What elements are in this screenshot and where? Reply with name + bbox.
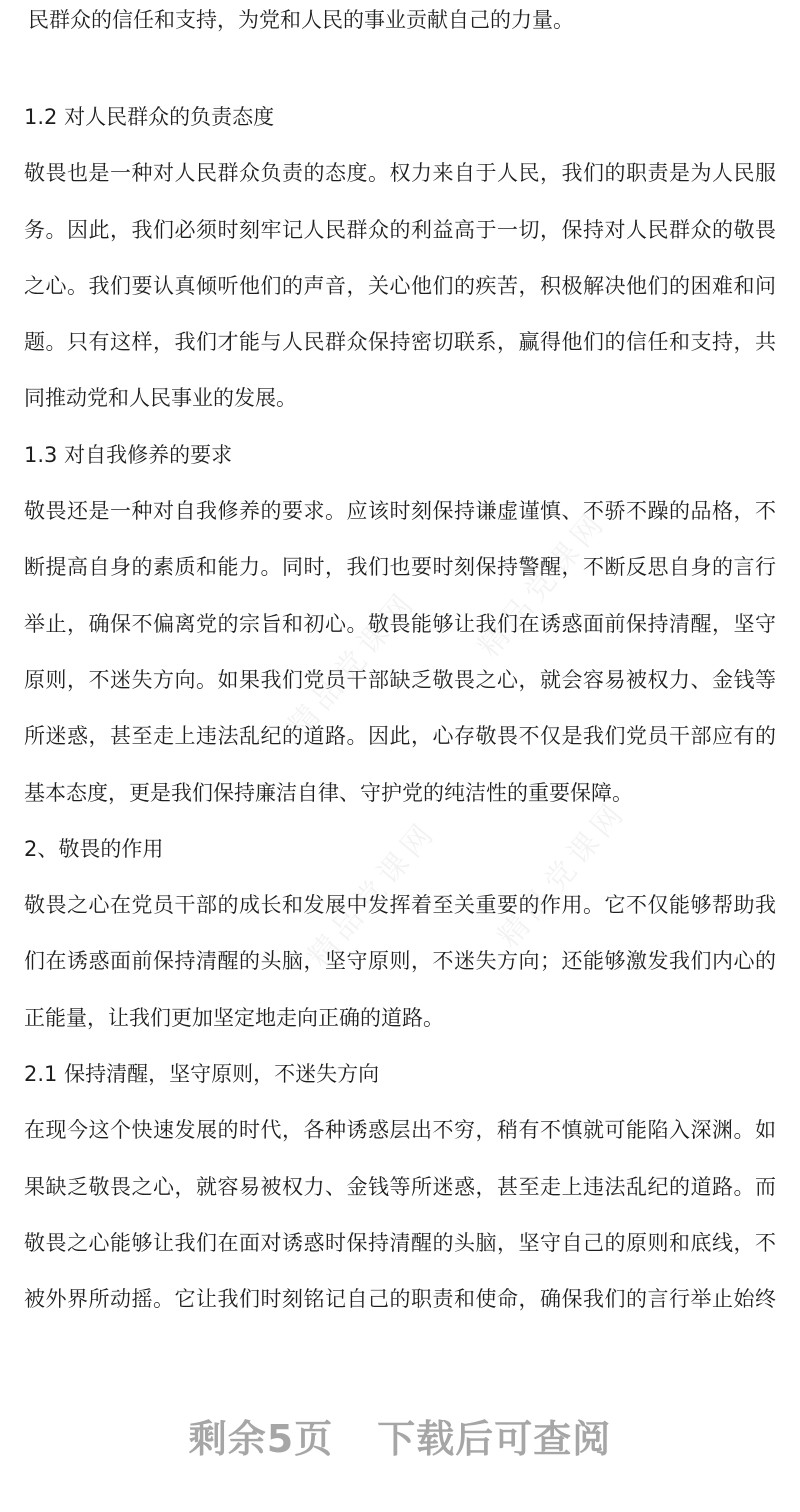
paragraph-line: 敬畏之心能够让我们在面对诱惑时保持清醒的头脑，坚守自己的原则和底线，不 (24, 1230, 776, 1255)
continued-paragraph-line: 民群众的信任和支持，为党和人民的事业贡献自己的力量。 (28, 8, 574, 32)
watermark: 精品党课网 (491, 794, 634, 955)
paragraph-line: 务。因此，我们必须时刻牢记人民群众的利益高于一切，保持对人民群众的敬畏 (24, 217, 776, 242)
paragraph-line: 断提高自身的素质和能力。同时，我们也要时刻保持警醒，不断反思自身的言行 (24, 555, 776, 580)
paragraph-line: 正能量，让我们更加坚定地走向正确的道路。 (24, 1005, 444, 1030)
remaining-pages-text: 剩余5页 (188, 1417, 334, 1461)
paragraph-line: 果缺乏敬畏之心，就容易被权力、金钱等所迷惑，甚至走上违法乱纪的道路。而 (24, 1174, 776, 1199)
paragraph-line: 基本态度，更是我们保持廉洁自律、守护党的纯洁性的重要保障。 (24, 780, 633, 805)
section-heading: 1.3 对自我修养的要求 (24, 442, 233, 467)
paragraph-line: 敬畏还是一种对自我修养的要求。应该时刻保持谦虚谨慎、不骄不躁的品格，不 (24, 499, 776, 524)
paragraph-line: 举止，确保不偏离党的宗旨和初心。敬畏能够让我们在诱惑面前保持清醒，坚守 (24, 611, 776, 636)
paragraph-line: 在现今这个快速发展的时代，各种诱惑层出不穷，稍有不慎就可能陷入深渊。如 (24, 1118, 776, 1143)
watermark: 精品党课网 (281, 584, 424, 745)
paragraph-line: 被外界所动摇。它让我们时刻铭记自己的职责和使命，确保我们的言行举止始终 (24, 1287, 776, 1312)
paragraph-line: 所迷惑，甚至走上违法乱纪的道路。因此，心存敬畏不仅是我们党员干部应有的 (24, 724, 776, 749)
paragraph-line: 同推动党和人民事业的发展。 (24, 386, 297, 411)
download-prompt[interactable] (0, 1408, 800, 1463)
paragraph-line: 题。只有这样，我们才能与人民群众保持密切联系，赢得他们的信任和支持，共 (24, 330, 776, 355)
paragraph-line: 原则，不迷失方向。如果我们党员干部缺乏敬畏之心，就会容易被权力、金钱等 (24, 667, 776, 692)
paragraph-line: 们在诱惑面前保持清醒的头脑，坚守原则，不迷失方向；还能够激发我们内心的 (24, 949, 776, 974)
paragraph-line: 敬畏也是一种对人民群众负责的态度。权力来自于人民，我们的职责是为人民服 (24, 161, 776, 186)
watermark: 精品党课网 (301, 814, 444, 975)
section-heading: 1.2 对人民群众的负责态度 (24, 105, 275, 129)
watermark: 精品党课网 (471, 504, 614, 665)
document-body (0, 89, 800, 1328)
paragraph-line: 之心。我们要认真倾听他们的声音，关心他们的疾苦，积极解决他们的困难和问 (24, 273, 776, 298)
download-to-view-text: 下载后可查阅 (377, 1417, 612, 1461)
section-heading: 2.1 保持清醒，坚守原则，不迷失方向 (24, 1062, 380, 1087)
paragraph-line: 敬畏之心在党员干部的成长和发展中发挥着至关重要的作用。它不仅能够帮助我 (24, 893, 776, 918)
section-heading: 2、敬畏的作用 (24, 836, 164, 861)
